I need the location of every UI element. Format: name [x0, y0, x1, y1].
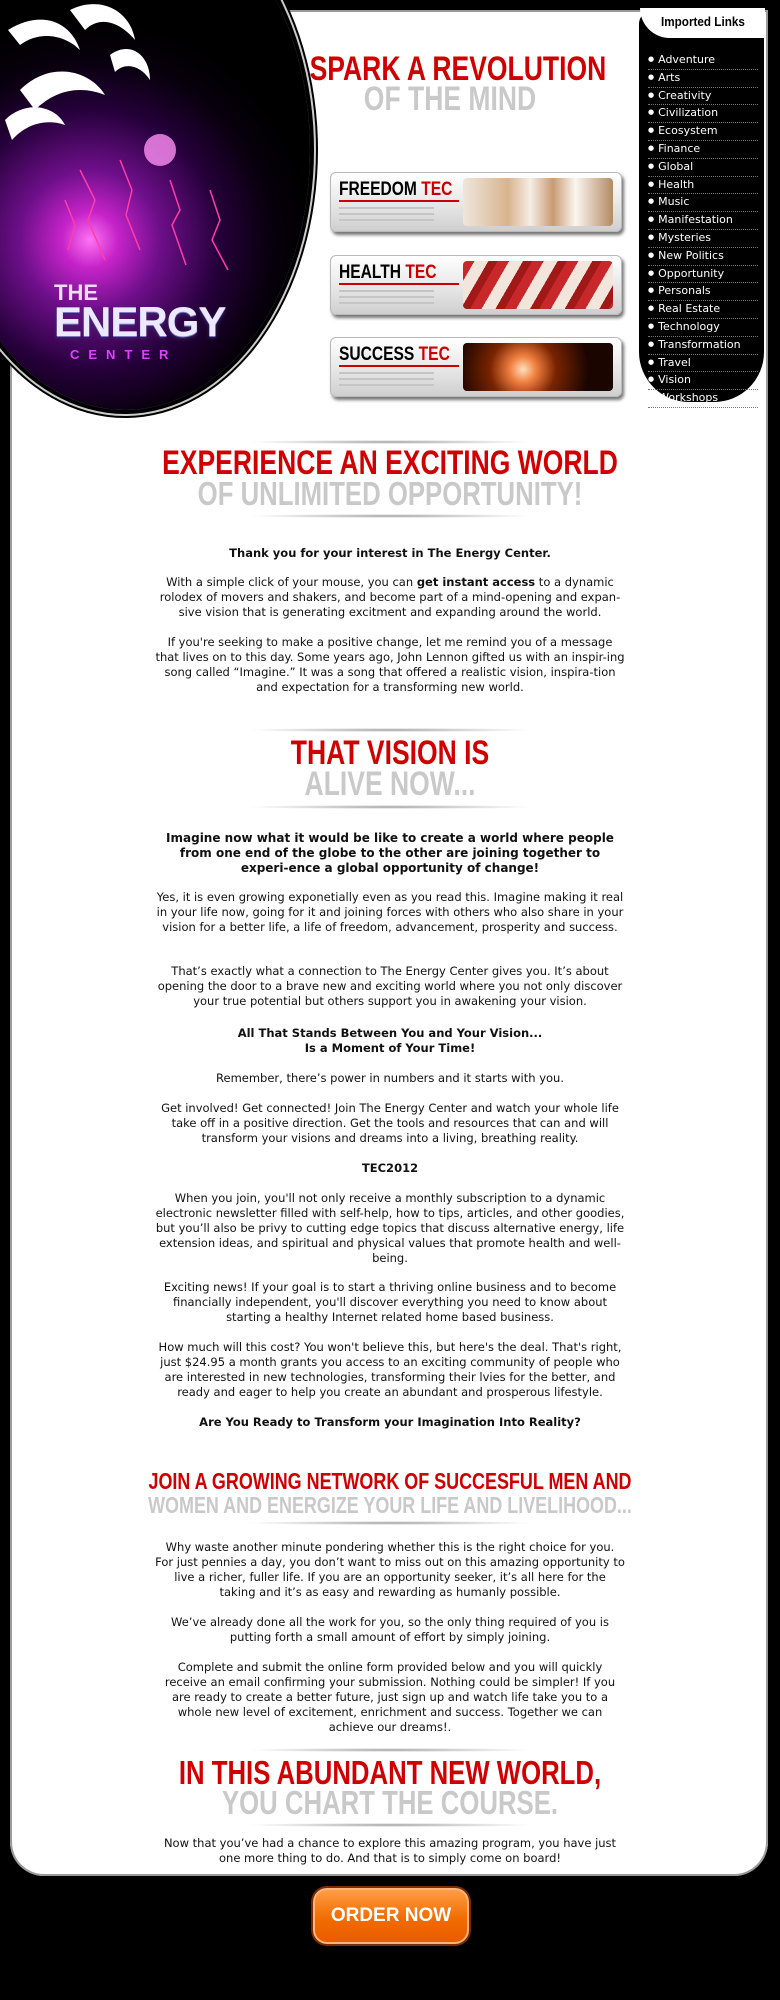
freedom-tec-button[interactable]: [330, 172, 622, 232]
divider: [245, 1521, 535, 1525]
divider: [245, 1823, 535, 1827]
sidebar-link-travel[interactable]: ● Travel: [648, 355, 758, 373]
paragraph: When you join, you'll not only receive a monthly subscription to a dynamic electronic newsletter filled with self-help, how to tips, articles, and other goodies, but you’ll also be privy to cutting edge topics that discuss alternative energy, life extension ideas, and spiritual and physical values that promote health and well-being.: [155, 1191, 625, 1265]
sidebar-link-finance[interactable]: ● Finance: [648, 141, 758, 159]
paragraph: Yes, it is even growing exponetially even as you read this. Imagine making it real in your life now, going for it and joining forces with others who also share in your vision for a better life, a life of freedom, advancement, prosperity and success.: [156, 890, 624, 934]
paragraph: How much will this cost? You won't believe this, but here's the deal. That's right, just $24.95 a month grants you access to an exciting community of people who are interested in new technologies, transforming their lvies for the better, and ready and eager to help you create an abundant and prosperous lifestyle.: [158, 1340, 622, 1399]
hero-headline-line2: OF THE MIND: [363, 80, 537, 118]
sidebar-link-civilization[interactable]: ● Civilization: [648, 105, 758, 123]
glowing-hand-photo: [463, 343, 613, 391]
section-heading-experience: [0, 440, 780, 518]
paragraph: Get involved! Get connected! Join The Energy Center and watch your whole life take off in a positive direction. Get the tools and resources that can and will transform your visions and dreams into a living, breathing reality.: [161, 1101, 619, 1145]
divider: [339, 384, 434, 386]
paragraph-text: With a simple click of your mouse, you can: [166, 575, 417, 589]
paragraph: Why waste another minute pondering whether this is the right choice for you. For just pennies a day, you don’t want to miss out on this amazing opportunity to live a richer, fuller life. If you are an opportunity seeker, it’s all here for the taking and it’s as easy and rewarding as humanly possible.: [155, 1540, 625, 1599]
section-heading-line2: WOMEN AND ENERGIZE YOUR LIFE AND LIVELIHOOD...: [148, 1492, 632, 1518]
sidebar-link-creativity[interactable]: ● Creativity: [648, 88, 758, 106]
divider: [339, 200, 459, 202]
paragraph: If you're seeking to make a positive change, let me remind you of a message that lives on to this day. Some years ago, John Lennon gifted us with an inspir-ing song called “Imagine.” It was a song that offered a realistic vision, inspira-tion and expectation for a transforming new world.: [155, 635, 625, 694]
measuring-tape-photo: [463, 261, 613, 309]
section-heading-line2: ALIVE NOW...: [304, 765, 476, 803]
section-heading-vision: [0, 728, 780, 809]
sidebar-link-global[interactable]: ● Global: [648, 159, 758, 177]
hero-headline: [270, 52, 630, 116]
section-heading-line1: EXPERIENCE AN EXCITING WORLD: [162, 444, 618, 482]
family-photo: [463, 178, 613, 226]
logo-center-text: CENTER: [70, 347, 178, 362]
bold-line: Is a Moment of Your Time!: [304, 1041, 476, 1055]
logo-the-text: THE: [54, 280, 98, 305]
section-heading-line1: JOIN A GROWING NETWORK OF SUCCESFUL MEN AND: [148, 1468, 632, 1494]
sidebar-link-transformation[interactable]: ● Transformation: [648, 337, 758, 355]
health-tec-label: TEC: [405, 262, 437, 283]
success-tec-label: TEC: [418, 344, 450, 365]
sidebar-link-music[interactable]: ● Music: [648, 194, 758, 212]
paragraph: Now that you’ve had a chance to explore this amazing program, you have just one more thing to do. And that is to simply come on board!: [163, 1836, 617, 1865]
order-now-button[interactable]: ORDER NOW: [313, 1888, 469, 1944]
divider: [339, 283, 459, 285]
question-text: Are You Ready to Transform your Imagination Into Reality?: [199, 1415, 581, 1429]
sidebar-link-mysteries[interactable]: ● Mysteries: [648, 230, 758, 248]
sidebar-link-workshops[interactable]: ● Workshops: [648, 390, 758, 408]
sidebar-link-health[interactable]: ● Health: [648, 177, 758, 195]
divider: [339, 378, 434, 380]
sidebar-link-manifestation[interactable]: ● Manifestation: [648, 212, 758, 230]
section-heading-line2: OF UNLIMITED OPPORTUNITY!: [197, 475, 583, 512]
health-tec-word: HEALTH: [339, 262, 402, 283]
paragraph: Complete and submit the online form provided below and you will quickly receive an email confirming your submission. Nothing could be simpler! If you are ready to create a better future, just sign up and watch life take you to a whole new level of excitement, enrichment and success. Together we can achieve our dreams!.: [164, 1660, 616, 1734]
sidebar-title: Imported Links: [661, 14, 745, 29]
divider: [245, 1748, 535, 1752]
divider: [245, 805, 535, 809]
code-text: TEC2012: [361, 1161, 419, 1175]
section-heading-line2: YOU CHART THE COURSE.: [221, 1784, 559, 1821]
sidebar-links: [648, 52, 758, 408]
health-tec-button[interactable]: [330, 255, 622, 315]
intro-text: Thank you for your interest in The Energy Center.: [229, 546, 551, 560]
divider: [245, 514, 535, 518]
divider: [339, 296, 434, 298]
freedom-tec-word: FREEDOM: [339, 179, 417, 200]
lead-text: Imagine now what it would be like to create a world where people from one end of the globe to the other are joining together to experi-ence a global opportunity of change!: [166, 831, 614, 875]
divider: [245, 728, 535, 732]
divider: [339, 302, 434, 304]
divider: [339, 290, 434, 292]
paragraph: We’ve already done all the work for you, so the only thing required of you is putting forth a small amount of effort by simply joining.: [171, 1615, 609, 1644]
paragraph: Remember, there’s power in numbers and it starts with you.: [216, 1071, 564, 1085]
sidebar-link-personals[interactable]: ● Personals: [648, 283, 758, 301]
section-heading-network: [0, 1470, 780, 1525]
sidebar-link-adventure[interactable]: ● Adventure: [648, 52, 758, 70]
paragraph: That’s exactly what a connection to The Energy Center gives you. It’s about opening the door to a brave new and exciting world where you not only discover your true potential but others support you in awakening your vision.: [157, 964, 623, 1008]
sidebar-link-ecosystem[interactable]: ● Ecosystem: [648, 123, 758, 141]
sidebar-link-technology[interactable]: ● Technology: [648, 319, 758, 337]
section-heading-abundant: [0, 1748, 780, 1827]
divider: [339, 207, 434, 209]
hero-headline-line1: SPARK A REVOLUTION: [309, 50, 607, 88]
sidebar-link-vision[interactable]: ● Vision: [648, 372, 758, 390]
sidebar-link-new-politics[interactable]: ● New Politics: [648, 248, 758, 266]
sidebar-link-opportunity[interactable]: ● Opportunity: [648, 266, 758, 284]
sidebar-link-arts[interactable]: ● Arts: [648, 70, 758, 88]
logo-energy-text: ENERGY: [54, 298, 226, 345]
bold-line: All That Stands Between You and Your Vision...: [237, 1026, 543, 1040]
lightning-bolts-graphic: [60, 130, 260, 280]
divider: [339, 372, 434, 374]
section-heading-line1: THAT VISION IS: [290, 734, 490, 772]
success-tec-button[interactable]: [330, 337, 622, 397]
paragraph-text: to a dynamic rolodex of movers and shakers, and become part of a mind-opening and expan-sive vision that is generating excitment and expanding around the world.: [159, 575, 621, 619]
divider: [339, 365, 459, 367]
paragraph: [155, 575, 625, 620]
paragraph-bold-text: get instant access: [416, 575, 536, 589]
freedom-tec-label: TEC: [421, 179, 453, 200]
section-heading-line1: IN THIS ABUNDANT NEW WORLD,: [178, 1754, 602, 1791]
divider: [339, 219, 434, 221]
success-tec-word: SUCCESS: [339, 344, 415, 365]
divider: [339, 213, 434, 215]
sidebar-link-real-estate[interactable]: ● Real Estate: [648, 301, 758, 319]
paragraph: Exciting news! If your goal is to start a thriving online business and to become financially independent, you'll discover everything you need to know about starting a healthy Internet related home based business.: [163, 1280, 617, 1324]
